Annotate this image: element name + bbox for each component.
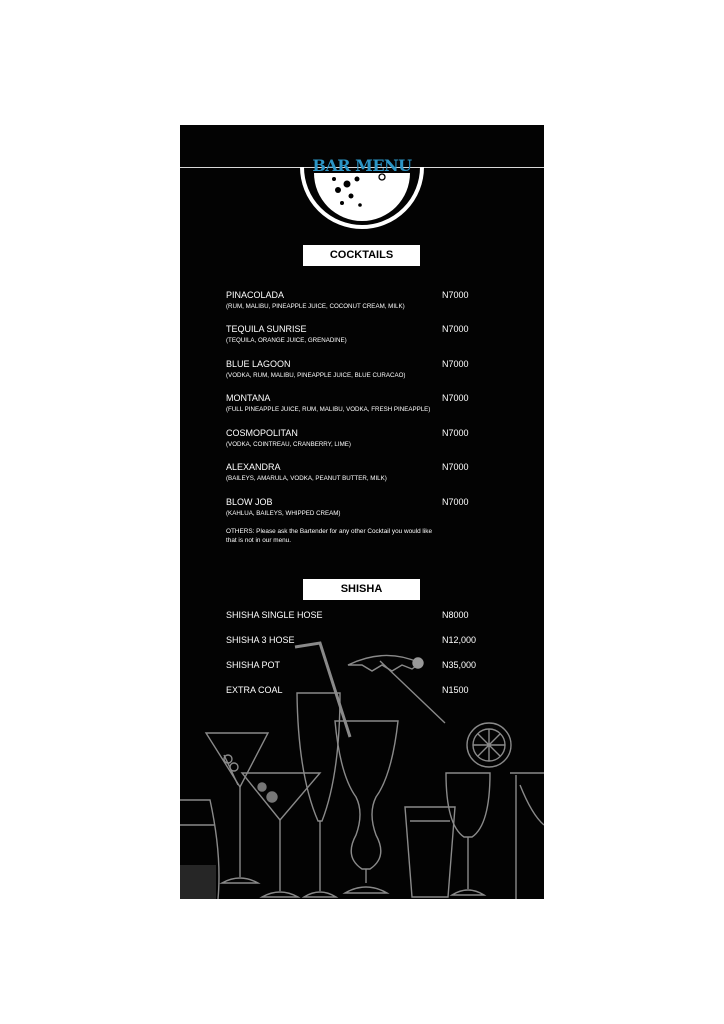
item-description: (RUM, MALIBU, PINEAPPLE JUICE, COCONUT CREAM, MILK): [226, 303, 405, 310]
menu-item-montana: [226, 393, 526, 414]
section-heading-shisha: SHISHA: [303, 579, 420, 600]
menu-item-cosmopolitan: [226, 428, 526, 449]
menu-item-alexandra: [226, 462, 526, 483]
menu-item-blue-lagoon: [226, 359, 526, 380]
item-price: N7000: [442, 290, 469, 300]
item-name: TEQUILA SUNRISE: [226, 324, 307, 334]
item-description: (VODKA, RUM, MALIBU, PINEAPPLE JUICE, BLUE CURACAO): [226, 372, 406, 379]
menu-item-blow-job: [226, 497, 526, 518]
bar-menu-card: [180, 125, 544, 899]
item-price: N7000: [442, 324, 469, 334]
item-name: COSMOPOLITAN: [226, 428, 298, 438]
item-name: BLOW JOB: [226, 497, 273, 507]
item-name: SHISHA POT: [226, 660, 281, 670]
item-price: N7000: [442, 393, 469, 403]
menu-title: BAR MENU: [312, 156, 412, 175]
menu-item-tequila-sunrise: [226, 324, 526, 345]
cocktails-note: OTHERS: Please ask the Bartender for any other Cocktail you would like that is not in our menu.: [226, 528, 433, 544]
section-heading-cocktails: COCKTAILS: [303, 245, 420, 266]
item-name: PINACOLADA: [226, 290, 285, 300]
item-name: SHISHA SINGLE HOSE: [226, 610, 323, 620]
item-name: BLUE LAGOON: [226, 359, 291, 369]
item-price: N35,000: [442, 660, 477, 670]
item-description: (VODKA, COINTREAU, CRANBERRY, LIME): [226, 441, 351, 448]
item-description: (KAHLUA, BAILEYS, WHIPPED CREAM): [226, 510, 341, 517]
item-name: SHISHA 3 HOSE: [226, 635, 295, 645]
item-name: EXTRA COAL: [226, 685, 283, 695]
item-price: N12,000: [442, 635, 477, 645]
item-price: N7000: [442, 462, 469, 472]
item-price: N8000: [442, 610, 469, 620]
item-price: N7000: [442, 428, 469, 438]
item-description: (TEQUILA, ORANGE JUICE, GRENADINE): [226, 337, 347, 344]
cocktail-glasses-illustration: [180, 625, 544, 899]
item-price: N1500: [442, 685, 469, 695]
item-name: ALEXANDRA: [226, 462, 281, 472]
item-name: MONTANA: [226, 393, 271, 403]
item-description: (BAILEYS, AMARULA, VODKA, PEANUT BUTTER, MILK): [226, 475, 387, 482]
item-price: N7000: [442, 497, 469, 507]
item-price: N7000: [442, 359, 469, 369]
menu-item-shisha-single-hose: [226, 610, 526, 621]
item-description: (FULL PINEAPPLE JUICE, RUM, MALIBU, VODKA, FRESH PINEAPPLE): [226, 406, 431, 413]
menu-item-pinacolada: [226, 290, 526, 311]
